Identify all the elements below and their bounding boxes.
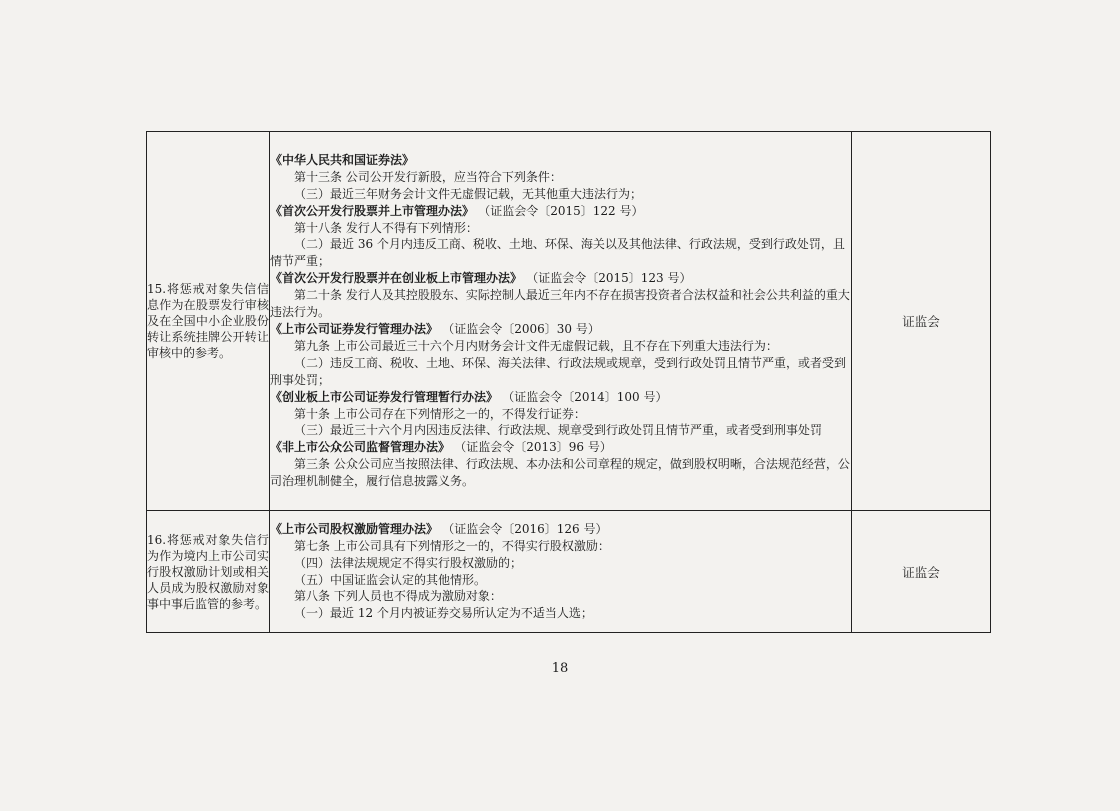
- law-name: 《上市公司证券发行管理办法》: [270, 322, 439, 336]
- punishment-measure-cell: 15.将惩戒对象失信信息作为在股票发行审核及在全国中小企业股份转让系统挂牌公开转让审核中的参考。: [147, 132, 270, 511]
- law-title: [270, 389, 851, 406]
- legal-basis-cell: [270, 511, 852, 633]
- law-title: [270, 270, 851, 287]
- law-name: 《创业板上市公司证券发行管理暂行办法》: [270, 389, 499, 404]
- decree-number: （证监会令〔2013〕96 号）: [454, 440, 612, 455]
- article-text: （二）违反工商、税收、土地、环保、海关法律、行政法规或规章，受到行政处罚且情节严重，或者受到刑事处罚；: [270, 355, 847, 387]
- table-row: [147, 511, 991, 633]
- law-name: 《首次公开发行股票并在创业板上市管理办法》: [270, 271, 523, 286]
- law-name: 《首次公开发行股票并上市管理办法》: [270, 203, 475, 218]
- article-text: 第十三条 公司公开发行新股，应当符合下列条件：: [294, 169, 562, 184]
- page-number: 18: [551, 661, 569, 676]
- law-title: [270, 521, 851, 538]
- decree-number: （证监会令〔2015〕122 号）: [478, 203, 644, 218]
- table-row: [147, 132, 991, 511]
- law-title: [270, 321, 851, 338]
- implementing-agency-cell: 证监会: [852, 132, 991, 511]
- legal-basis-cell: [270, 132, 852, 511]
- article-text: （三）最近三年财务会计文件无虚假记载，无其他重大违法行为；: [294, 186, 643, 201]
- article-text: （五）中国证监会认定的其他情形。: [294, 572, 487, 587]
- article-text: （三）最近三十六个月内因违反法律、行政法规、规章受到行政处罚且情节严重，或者受到刑事处罚: [294, 423, 823, 438]
- decree-number: （证监会令〔2006〕30 号）: [442, 322, 600, 336]
- decree-number: （证监会令〔2016〕126 号）: [442, 521, 608, 536]
- law-name: 《上市公司股权激励管理办法》: [270, 521, 439, 536]
- law-name: 《非上市公众公司监督管理办法》: [270, 440, 451, 455]
- decree-number: （证监会令〔2015〕123 号）: [526, 271, 692, 286]
- article-text: （一）最近 12 个月内被证券交易所认定为不适当人选；: [294, 606, 593, 621]
- article-text: 第三条 公众公司应当按照法律、行政法规、本办法和公司章程的规定，做到股权明晰，合法规范经营，公司治理机制健全，履行信息披露义务。: [270, 457, 850, 489]
- article-text: 第八条 下列人员也不得成为激励对象：: [294, 589, 502, 604]
- implementing-agency-cell: 证监会: [852, 511, 991, 633]
- regulation-table: [146, 131, 991, 633]
- law-title: [270, 203, 851, 220]
- law-title: [270, 152, 851, 169]
- article-text: （二）最近 36 个月内违反工商、税收、土地、环保、海关以及其他法律、行政法规，受到行政处罚，且情节严重；: [270, 237, 845, 269]
- article-text: 第二十条 发行人及其控股股东、实际控制人最近三年内不存在损害投资者合法权益和社会公共利益的重大违法行为。: [270, 288, 850, 320]
- law-title: [270, 439, 851, 456]
- article-text: 第十条 上市公司存在下列情形之一的，不得发行证券：: [294, 406, 586, 421]
- punishment-measure-cell: 16.将惩戒对象失信行为作为境内上市公司实行股权激励计划或相关人员成为股权激励对象事中事后监管的参考。: [147, 511, 270, 633]
- article-text: 第七条 上市公司具有下列情形之一的，不得实行股权激励：: [294, 538, 610, 553]
- article-text: （四）法律法规规定不得实行股权激励的；: [294, 555, 523, 570]
- law-name: 《中华人民共和国证券法》: [270, 152, 415, 167]
- article-text: 第十八条 发行人不得有下列情形：: [294, 220, 478, 235]
- decree-number: （证监会令〔2014〕100 号）: [502, 389, 668, 404]
- article-text: 第九条 上市公司最近三十六个月内财务会计文件无虚假记载，且不存在下列重大违法行为：: [294, 338, 778, 353]
